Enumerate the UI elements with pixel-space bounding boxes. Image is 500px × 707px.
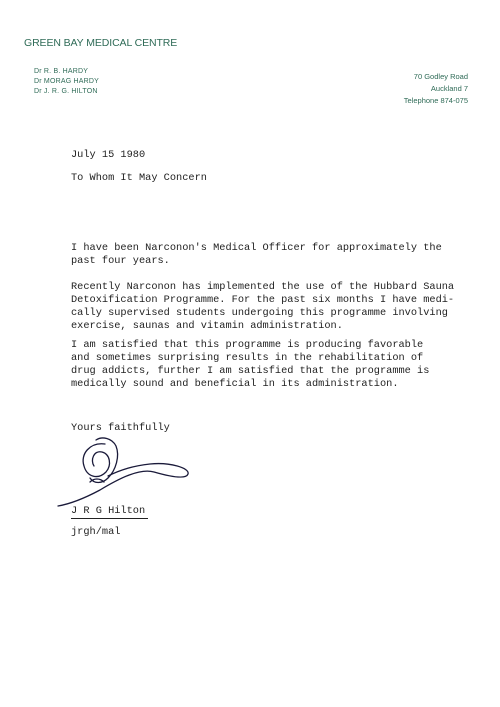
letter-paragraph-2: Recently Narconon has implemented the use of the Hubbard Sauna Detoxification Programme. For the past six months I have medi- cally supervised students undergoing this programme involving exercise, saunas and vitamin administration.: [71, 281, 455, 332]
clinic-address: [404, 71, 468, 107]
doctor-name: Dr MORAG HARDY: [34, 78, 100, 85]
signatory-name: J R G Hilton: [71, 505, 148, 519]
letterhead-title: GREEN BAY MEDICAL CENTRE: [24, 37, 178, 49]
doctor-name: Dr J. R. G. HILTON: [34, 88, 98, 95]
doctors-list: [34, 67, 99, 97]
letter-salutation: To Whom It May Concern: [71, 172, 207, 184]
address-city: Auckland 7: [430, 84, 468, 93]
handwritten-signature: [50, 432, 200, 512]
letter-paragraph-1: I have been Narconon's Medical Officer for approximately the past four years.: [71, 242, 442, 267]
address-telephone: Telephone 874-075: [403, 96, 468, 105]
letter-paragraph-3: I am satisfied that this programme is producing favorable and sometimes surprising results in the rehabilitation of drug addicts, further I am satisfied that the programme is medically sound and beneficial in its administration.: [71, 339, 430, 390]
address-street: 70 Godley Road: [413, 72, 468, 81]
letter-reference: jrgh/mal: [71, 526, 121, 538]
doctor-name: Dr R. B. HARDY: [34, 68, 89, 75]
letter-closing: Yours faithfully: [71, 422, 170, 434]
letter-date: July 15 1980: [71, 149, 146, 161]
